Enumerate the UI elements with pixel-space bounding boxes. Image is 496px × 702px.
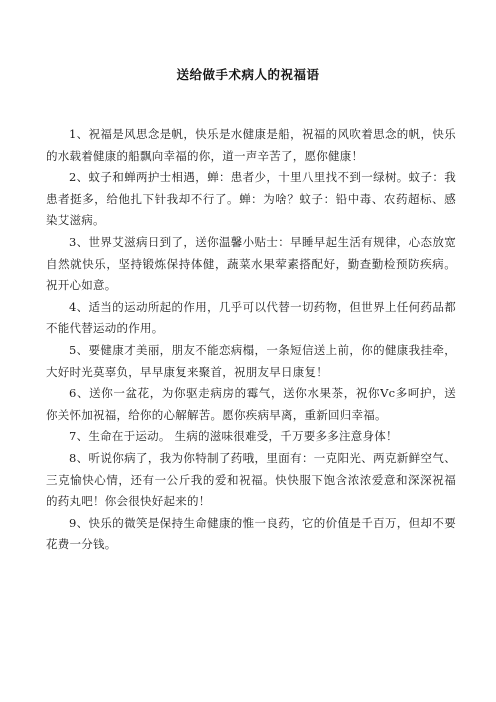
paragraph-2: 2、蚊子和蝉两护士相遇，蝉：患者少，十里八里找不到一绿树。蚊子：我患者挺多，给他扎下针我却不行了。蝉：为啥？蚊子：铅中毒、农药超标、感染艾滋病。 (46, 170, 456, 228)
paragraph-1: 1、祝福是风思念是帆，快乐是水健康是船，祝福的风吹着思念的帆，快乐的水载着健康的船飘向幸福的你，道一声辛苦了，愿你健康！ (46, 127, 456, 163)
paragraph-5: 5、要健康才美丽，朋友不能恋病榻，一条短信送上前，你的健康我挂牵，大好时光莫辜负，早早康复来聚首，祝朋友早日康复！ (46, 342, 456, 379)
paragraph-8: 8、听说你病了，我为你特制了药哦，里面有：一克阳光、两克新鲜空气、三克愉快心情，还有一公斤我的爱和祝福。快快服下饱含浓浓爱意和深深祝福的药丸吧！你会很快好起来的！ (46, 450, 456, 509)
paragraph-6: 6、送你一盆花，为你驱走病房的霉气，送你水果茶，祝你Vc多呵护，送你关怀加祝福，给你的心解解苦。愿你疾病早离，重新回归幸福。 (46, 386, 456, 422)
paragraph-7: 7、生命在于运动。 生病的滋味很难受，千万要多多注意身体！ (69, 429, 398, 444)
paragraph-4: 4、适当的运动所起的作用，几乎可以代替一切药物，但世界上任何药品都不能代替运动的作用。 (46, 299, 456, 336)
paragraph-9: 9、快乐的微笑是保持生命健康的惟一良药，它的价值是千百万，但却不要花费一分钱。 (46, 515, 456, 552)
document-title: 送给做手术病人的祝福语 (176, 67, 320, 82)
paragraph-3: 3、世界艾滋病日到了，送你温馨小贴士：早睡早起生活有规律，心态放宽自然就快乐，坚持锻炼保持体健，蔬菜水果荤素搭配好，勤查勤检预防疾病。祝开心如意。 (46, 234, 456, 293)
document-body (46, 124, 456, 556)
